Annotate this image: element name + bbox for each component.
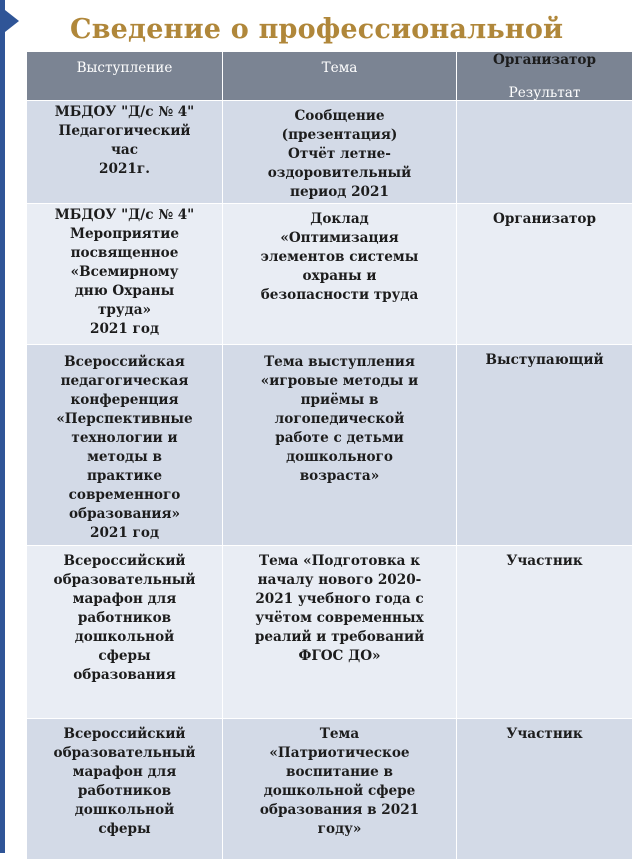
- table-row: [27, 546, 633, 719]
- page-title: Сведение о профессиональной: [70, 14, 564, 45]
- topic-cell: Сообщение (презентация) Отчёт летне- оздоровительный период 2021: [223, 101, 457, 204]
- result-cell: Участник: [457, 546, 633, 719]
- event-cell: МБДОУ "Д/с № 4" Педагогический час 2021г.: [27, 101, 223, 204]
- professional-activity-table: [26, 51, 633, 860]
- accent-arrow: [5, 10, 19, 32]
- header-result: Результат: [457, 52, 633, 101]
- result-cell: Выступающий: [457, 345, 633, 546]
- header-topic: Тема: [223, 52, 457, 101]
- result-cell: Организатор: [457, 204, 633, 345]
- header-event: Выступление: [27, 52, 223, 101]
- result-cell: Участник: [457, 719, 633, 860]
- event-cell: Всероссийская педагогическая конференция «Перспективные технологии и методы в практике современного образования» 2021 год: [27, 345, 223, 546]
- event-cell: Всероссийский образовательный марафон для работников дошкольной сферы: [27, 719, 223, 860]
- table-row: [27, 204, 633, 345]
- left-accent-bar: [0, 0, 5, 853]
- table-row: [27, 101, 633, 204]
- topic-cell: Доклад «Оптимизация элементов системы охраны и безопасности труда: [223, 204, 457, 345]
- table-row: [27, 345, 633, 546]
- event-cell: Всероссийский образовательный марафон для работников дошкольной сферы образования: [27, 546, 223, 719]
- topic-cell: Тема выступления «игровые методы и приёмы в логопедической работе с детьми дошкольного возраста»: [223, 345, 457, 546]
- table-row: [27, 719, 633, 860]
- result-cell: Организатор: [457, 101, 633, 204]
- topic-cell: Тема «Подготовка к началу нового 2020- 2021 учебного года с учётом современных реалий и требований ФГОС ДО»: [223, 546, 457, 719]
- event-cell: МБДОУ "Д/с № 4" Мероприятие посвященное «Всемирному дню Охраны труда» 2021 год: [27, 204, 223, 345]
- topic-cell: Тема «Патриотическое воспитание в дошкольной сфере образования в 2021 году»: [223, 719, 457, 860]
